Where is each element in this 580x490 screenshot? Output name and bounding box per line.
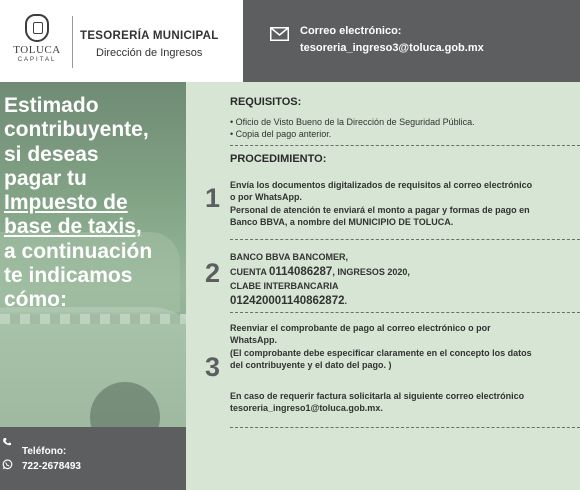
cuenta-suffix: , INGRESOS 2020, <box>332 266 410 277</box>
requisito-item: • Copia del pago anterior. <box>230 129 332 139</box>
email-link[interactable]: tesoreria_ingreso3@toluca.gob.mx <box>300 42 484 54</box>
dept-title: TESORERÍA MUNICIPAL <box>80 30 219 42</box>
clabe-label: CLABE INTERBANCARIA <box>230 281 339 291</box>
crest-icon <box>25 14 49 42</box>
clabe-end: . <box>344 295 348 306</box>
clabe-number: 012420001140862872 <box>230 294 345 307</box>
step-text-line: Envía los documentos digitalizados de requisitos al correo electrónico <box>230 180 533 190</box>
dept-subtitle: Dirección de Ingresos <box>96 47 203 59</box>
headline-line: a continuación <box>4 239 153 263</box>
step-1-text <box>230 179 532 228</box>
logo-word: TOLUCA <box>13 44 61 56</box>
phone-number[interactable]: 722-2678493 <box>22 461 81 472</box>
headline-line: cómo: <box>4 288 67 312</box>
envelope-icon <box>270 27 289 41</box>
header-branding <box>0 0 243 82</box>
requisito-item: • Oficio de Visto Bueno de la Dirección de Seguridad Pública. <box>230 117 475 127</box>
step-text-line: (El comprobante debe especificar claramente en el concepto los datos <box>230 347 532 358</box>
cuenta-prefix: CUENTA <box>230 266 269 277</box>
headline-line: te indicamos <box>4 264 133 288</box>
step-text-line: Banco BBVA, a nombre del MUNICIPIO DE TOLUCA. <box>230 216 454 227</box>
procedimiento-title: PROCEDIMIENTO: <box>230 153 327 165</box>
headline-line: base de taxis, <box>4 215 142 239</box>
section-divider <box>230 145 580 146</box>
clabe-line <box>230 294 410 309</box>
headline-line: contribuyente, <box>4 118 149 142</box>
toluca-logo <box>12 14 62 72</box>
phone-icon <box>2 437 12 447</box>
taxi-photo-panel <box>0 82 186 427</box>
headline-line: pagar tu <box>4 166 87 190</box>
step-text-line: WhatsApp. <box>230 335 277 346</box>
step-number: 3 <box>205 352 221 382</box>
section-divider <box>230 239 580 240</box>
requisitos-title: REQUISITOS: <box>230 96 302 108</box>
step-number: 1 <box>205 183 221 213</box>
headline <box>4 94 186 313</box>
step-text-line: Personal de atención te enviará el monto a pagar y formas de pago en <box>230 204 530 215</box>
step-text-line: En caso de requerir factura solicitarla al siguiente correo electrónico <box>230 391 525 401</box>
step-number: 2 <box>205 258 221 288</box>
headline-line: si deseas <box>4 142 99 166</box>
email-label: Correo electrónico: <box>300 25 402 37</box>
phone-label: Teléfono: <box>22 446 67 457</box>
headline-line: Estimado <box>4 94 99 117</box>
section-divider <box>230 427 580 428</box>
logo-sub: CAPITAL <box>17 57 57 63</box>
step-text-line: o por WhatsApp. <box>230 192 302 203</box>
step-3-text <box>230 322 532 371</box>
cuenta-line <box>230 265 410 280</box>
info-panel <box>186 82 580 490</box>
step-text-line: del contribuyente y el dato del pago. ) <box>230 359 392 370</box>
header-email-bar <box>243 0 580 82</box>
step-2-text <box>230 250 410 308</box>
divider <box>72 16 73 68</box>
factura-email-link[interactable]: tesoreria_ingreso1@toluca.gob.mx. <box>230 403 383 414</box>
cuenta-number: 0114086287 <box>269 265 333 278</box>
headline-line: Impuesto de <box>4 191 128 215</box>
section-divider <box>230 312 580 313</box>
contact-panel <box>0 427 186 490</box>
step-text-line: Reenviar el comprobante de pago al correo electrónico o por <box>230 323 491 333</box>
bank-name: BANCO BBVA BANCOMER, <box>230 252 348 262</box>
factura-text <box>230 390 524 415</box>
whatsapp-icon <box>2 459 13 470</box>
